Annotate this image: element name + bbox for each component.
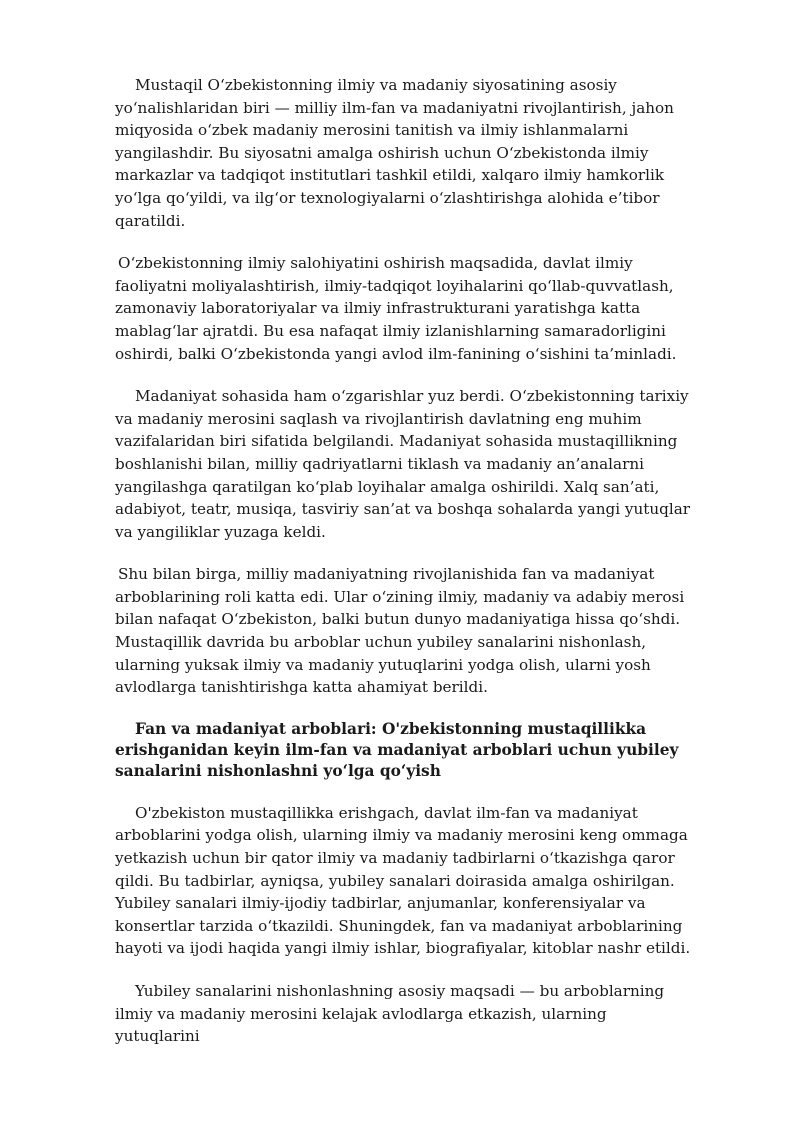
section-heading: Fan va madaniyat arboblari: O'zbekistonning mustaqillikka erishganidan keyin ilm-fan va madaniyat arboblari uchun yubiley sanalarini nishonlashni yo‘lga qo‘yish: [115, 719, 679, 780]
paragraph-5: O'zbekiston mustaqillikka erishgach, davlat ilm-fan va madaniyat arboblarini yodga olish, ularning ilmiy va madaniy merosini keng ommaga yetkazish uchun bir qator ilmiy va madaniy tadbirlarni o‘tkazishga qaror qildi. Bu tadbirlar, ayniqsa, yubiley sanalari doirasida amalga oshirilgan. Yubiley sanalari ilmiy-ijodiy tadbirlar, anjumanlar, konferensiyalar va konsertlar tarzida o‘tkazildi. Shuningdek, fan va madaniyat arboblarining hayoti va ijodi haqida yangi ilmiy ishlar, biografiyalar, kitoblar nashr etildi.: [115, 803, 691, 958]
paragraph-4: Shu bilan birga, milliy madaniyatning rivojlanishida fan va madaniyat arboblarining roli katta edi. Ular o‘zining ilmiy, madaniy va adabiy merosi bilan nafaqat O‘zbekiston, balki butun dunyo madaniyatiga hissa qo‘shdi. Mustaqillik davrida bu arboblar uchun yubiley sanalarini nishonlash, ularning yuksak ilmiy va madaniy yutuqlarini yodga olish, ularni yosh avlodlarga tanishtirishga katta ahamiyat berildi.: [115, 565, 685, 697]
paragraph-1: Mustaqil O‘zbekistonning ilmiy va madaniy siyosatining asosiy yo‘nalishlaridan biri — milliy ilm-fan va madaniyatni rivojlantirish, jahon miqyosida o‘zbek madaniy merosini tanitish va ilmiy ishlanmalarni yangilashdir. Bu siyosatni amalga oshirish uchun O‘zbekistonda ilmiy markazlar va tadqiqot institutlari tashkil etildi, xalqaro ilmiy hamkorlik yo‘lga qo‘yildi, va ilg‘or texnologiyalarni o‘zlashtirishga alohida e’tibor qaratildi.: [115, 76, 674, 230]
paragraph-2: O‘zbekistonning ilmiy salohiyatini oshirish maqsadida, davlat ilmiy faoliyatni moliyalashtirish, ilmiy-tadqiqot loyihalarini qo‘llab-quvvatlash, zamonaviy laboratoriyalar va ilmiy infrastrukturani yaratishga katta mablag‘lar ajratdi. Bu esa nafaqat ilmiy izlanishlarning samaradorligini oshirdi, balki O‘zbekistonda yangi avlod ilm-fanining o‘sishini ta’minladi.: [115, 254, 677, 363]
paragraph-3: Madaniyat sohasida ham o‘zgarishlar yuz berdi. O‘zbekistonning tarixiy va madaniy merosini saqlash va rivojlantirish davlatning eng muhim vazifalaridan biri sifatida belgilandi. Madaniyat sohasida mustaqillikning boshlanishi bilan, milliy qadriyatlarni tiklash va madaniy an’analarni yangilashga qaratilgan ko‘plab loyihalar amalga oshirildi. Xalq san’ati, adabiyot, teatr, musiqa, tasviriy san’at va boshqa sohalarda yangi yutuqlar va yangiliklar yuzaga keldi.: [115, 387, 691, 541]
paragraph-6: Yubiley sanalarini nishonlashning asosiy maqsadi — bu arboblarning ilmiy va madaniy merosini kelajak avlodlarga etkazish, ularning yutuqlarini: [115, 982, 665, 1046]
document-page: [115, 74, 695, 1068]
